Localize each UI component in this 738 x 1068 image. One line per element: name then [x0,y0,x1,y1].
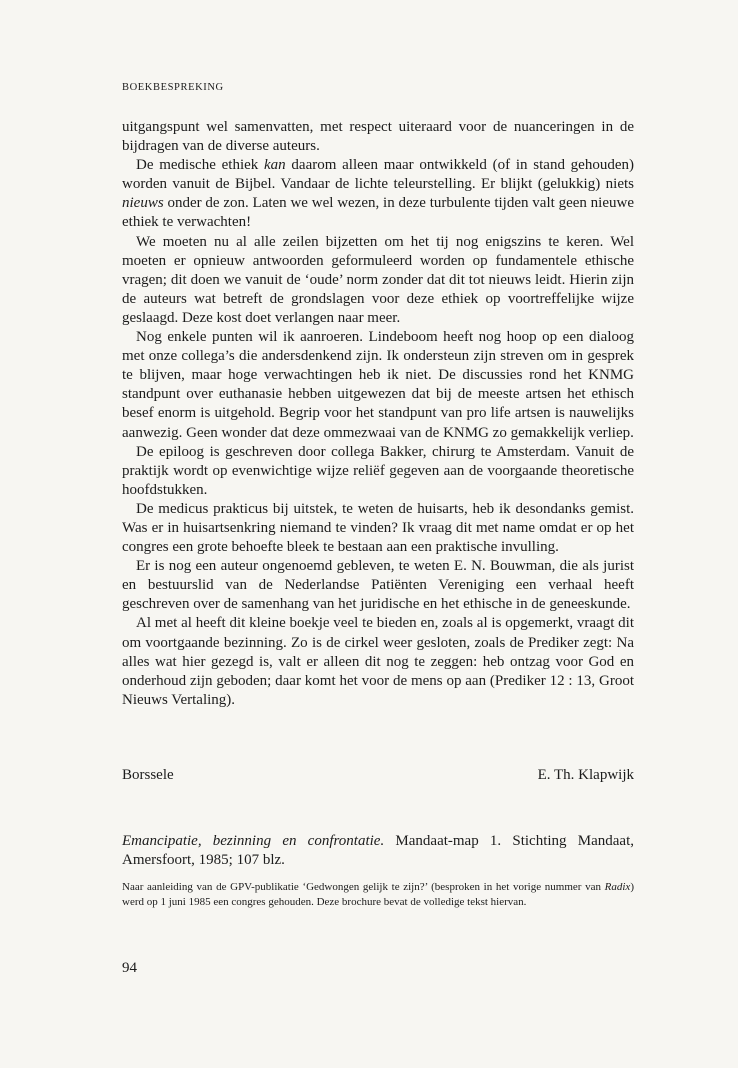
book-reference [122,832,634,871]
signature-author: E. Th. Klapwijk [537,767,634,783]
paragraph-text: Er is nog een auteur ongenoemd gebleven, te weten E. N. Bouwman, die als jurist en bestuurslid van de Nederlandse Patiënten Vereniging een verhaal heeft geschreven over de samenhang van het juridische en het ethische in de geneeskunde. [122,558,634,613]
page-number: 94 [122,960,137,976]
journal-name: Radix [604,881,631,893]
paragraph-text: Al met al heeft dit kleine boekje veel te bieden en, zoals al is opgemerkt, vraagt dit om voortgaande bezinning. Zo is de cirkel weer gesloten, zoals de Prediker zegt: Na alles wat hier gezegd is, valt er alleen dit nog te zeggen: heb ontzag voor God en onderhoud zijn geboden; daar komt het voor de mens op aan (Prediker 12 : 13, Groot Nieuws Vertaling). [122,615,634,708]
paragraph-5 [122,443,634,500]
book-title: Emancipatie, bezinning en confrontatie. [122,833,385,849]
paragraph-4 [122,328,634,443]
signature-place: Borssele [122,767,174,783]
paragraph-text: Nog enkele punten wil ik aanroeren. Lindeboom heeft nog hoop op een dialoog met onze collega’s die andersdenkend zijn. Ik ondersteun zijn streven om in gesprek te blijven, maar hoge verwachtingen heb ik niet. De discussies rond het KNMG standpunt over euthanasie hebben uitgewezen dat bij de meeste artsen het ethisch besef enorm is uitgehold. Begrip voor het standpunt van pro life artsen is nauwelijks aanwezig. Geen wonder dat deze ommezwaai van de KNMG zo gemakkelijk verliep. [122,329,634,441]
paragraph-text: De medische ethiek [136,157,265,174]
running-header: BOEKBESPREKING [122,82,224,93]
review-body [122,118,634,710]
emphasis: nieuws [122,195,164,212]
note-text: Naar aanleiding van de GPV-publikatie ‘Gedwongen gelijk te zijn?’ (besproken in het vorige nummer van [122,881,605,893]
paragraph-text: uitgangspunt wel samenvatten, met respect uiteraard voor de nuanceringen in de bijdragen van de diverse auteurs. [122,119,634,155]
book-details: Mandaat-map 1. Stichting Mandaat, Amersfoort, 1985; 107 blz. [122,833,634,869]
paragraph-3 [122,233,634,328]
paragraph-text: daarom alleen maar ontwikkeld (of in stand gehouden) worden vanuit de Bijbel. Vandaar de lichte teleurstelling. Er blijkt (gelukkig) niets [122,157,634,193]
paragraph-text: We moeten nu al alle zeilen bijzetten om het tij nog enigszins te keren. Wel moeten er opnieuw antwoorden geformuleerd worden op fundamentele ethische vragen; dit doen we vanuit de ‘oude’ norm zonder dat dit tot nieuws leidt. Hierin zijn de auteurs wat betreft de grondslagen voor deze ethiek op voortreffelijke wijze geslaagd. Deze kost doet verlangen naar meer. [122,233,634,326]
paragraph-text: onder de zon. Laten we wel wezen, in deze turbulente tijden valt geen nieuwe ethiek te verwachten! [122,195,634,231]
paragraph-text: De epiloog is geschreven door collega Bakker, chirurg te Amsterdam. Vanuit de praktijk wordt op evenwichtige wijze reliëf gegeven aan de voorgaande theoretische hoofdstukken. [122,443,634,498]
signature-line [122,766,634,785]
paragraph-6 [122,500,634,557]
book-note [122,880,634,909]
note-text: ) werd op 1 juni 1985 een congres gehouden. Deze brochure bevat de volledige tekst hiervan. [122,881,634,908]
paragraph-text: De medicus prakticus bij uitstek, te weten de huisarts, heb ik desondanks gemist. Was er in huisartsenkring niemand te vinden? Ik vraag dit met name omdat er op het congres een grote behoefte bleek te bestaan aan een praktische invulling. [122,500,634,556]
emphasis: kan [264,157,286,174]
paragraph-8 [122,614,634,709]
paragraph-7 [122,557,634,614]
paragraph-2 [122,156,634,232]
paragraph-1 [122,118,634,156]
